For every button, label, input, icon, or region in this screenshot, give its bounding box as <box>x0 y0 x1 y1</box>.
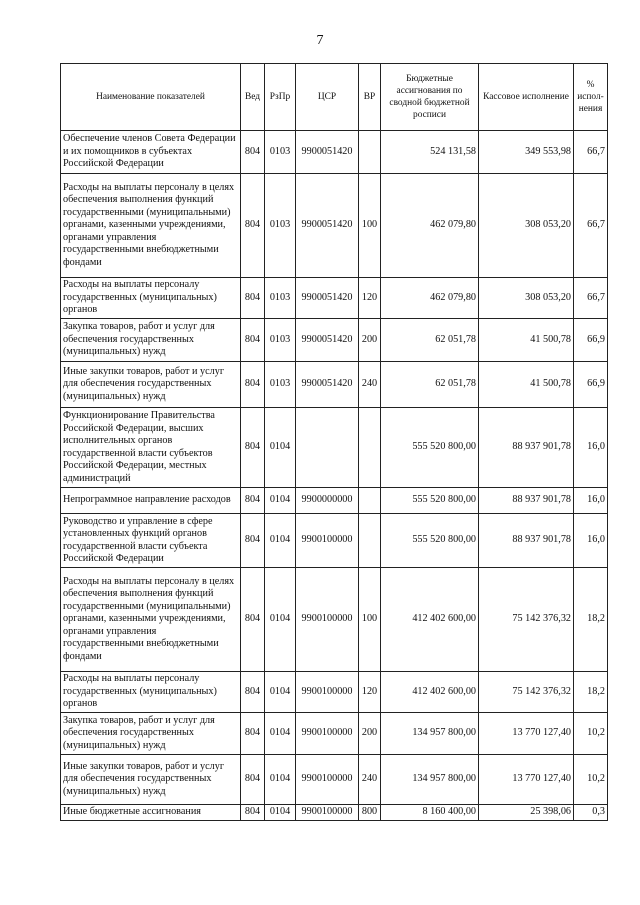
cell-budget: 134 957 800,00 <box>381 755 479 805</box>
cell-rzpr: 0103 <box>265 174 296 278</box>
cell-rzpr: 0104 <box>265 755 296 805</box>
cell-vr: 120 <box>359 672 381 713</box>
cell-vr: 240 <box>359 755 381 805</box>
cell-budget: 462 079,80 <box>381 174 479 278</box>
cell-budget: 555 520 800,00 <box>381 408 479 488</box>
cell-vr <box>359 408 381 488</box>
cell-csr: 9900051420 <box>296 174 359 278</box>
cell-vr: 240 <box>359 362 381 408</box>
cell-vr: 200 <box>359 713 381 755</box>
cell-cash: 25 398,06 <box>479 805 574 821</box>
cell-vr: 100 <box>359 174 381 278</box>
cell-budget: 555 520 800,00 <box>381 514 479 568</box>
cell-name: Обеспечение членов Совета Федерации и их помощников в субъектах Российской Федерации <box>61 131 241 174</box>
header-budget: Бюджетные ассигнования по сводной бюджетной росписи <box>381 64 479 131</box>
cell-rzpr: 0103 <box>265 131 296 174</box>
cell-rzpr: 0104 <box>265 488 296 514</box>
cell-cash: 13 770 127,40 <box>479 755 574 805</box>
cell-vr: 100 <box>359 568 381 672</box>
cell-vr <box>359 131 381 174</box>
table-row <box>61 362 608 408</box>
header-pct: % испол-нения <box>574 64 608 131</box>
table-row <box>61 408 608 488</box>
cell-cash: 308 053,20 <box>479 278 574 319</box>
table-row <box>61 755 608 805</box>
cell-budget: 412 402 600,00 <box>381 568 479 672</box>
cell-rzpr: 0104 <box>265 672 296 713</box>
table-row <box>61 319 608 362</box>
cell-csr <box>296 408 359 488</box>
cell-budget: 134 957 800,00 <box>381 713 479 755</box>
cell-name: Руководство и управление в сфере установленных функций органов государственной власти субъекта Российской Федерации <box>61 514 241 568</box>
cell-csr: 9900100000 <box>296 568 359 672</box>
cell-budget: 524 131,58 <box>381 131 479 174</box>
cell-ved: 804 <box>241 488 265 514</box>
cell-vr: 800 <box>359 805 381 821</box>
cell-cash: 349 553,98 <box>479 131 574 174</box>
cell-csr: 9900100000 <box>296 755 359 805</box>
cell-ved: 804 <box>241 514 265 568</box>
header-vr: ВР <box>359 64 381 131</box>
cell-rzpr: 0103 <box>265 319 296 362</box>
cell-cash: 88 937 901,78 <box>479 514 574 568</box>
cell-csr: 9900100000 <box>296 514 359 568</box>
cell-cash: 41 500,78 <box>479 319 574 362</box>
table-row <box>61 488 608 514</box>
cell-csr: 9900100000 <box>296 805 359 821</box>
cell-vr <box>359 514 381 568</box>
cell-name: Иные бюджетные ассигнования <box>61 805 241 821</box>
cell-ved: 804 <box>241 672 265 713</box>
header-row <box>61 64 608 131</box>
cell-cash: 88 937 901,78 <box>479 488 574 514</box>
cell-cash: 75 142 376,32 <box>479 568 574 672</box>
header-rzpr: РзПр <box>265 64 296 131</box>
cell-ved: 804 <box>241 408 265 488</box>
cell-name: Непрограммное направление расходов <box>61 488 241 514</box>
cell-budget: 555 520 800,00 <box>381 488 479 514</box>
cell-pct: 18,2 <box>574 568 608 672</box>
cell-name: Функционирование Правительства Российской Федерации, высших исполнительных органов государственной власти субъектов Российской Федерации, местных администраций <box>61 408 241 488</box>
cell-budget: 62 051,78 <box>381 362 479 408</box>
cell-rzpr: 0103 <box>265 362 296 408</box>
cell-cash: 13 770 127,40 <box>479 713 574 755</box>
cell-ved: 804 <box>241 362 265 408</box>
cell-rzpr: 0104 <box>265 568 296 672</box>
cell-pct: 16,0 <box>574 408 608 488</box>
table-row <box>61 805 608 821</box>
cell-rzpr: 0104 <box>265 713 296 755</box>
cell-budget: 412 402 600,00 <box>381 672 479 713</box>
cell-ved: 804 <box>241 174 265 278</box>
cell-name: Закупка товаров, работ и услуг для обеспечения государственных (муниципальных) нужд <box>61 713 241 755</box>
cell-cash: 308 053,20 <box>479 174 574 278</box>
table-row <box>61 568 608 672</box>
cell-rzpr: 0104 <box>265 408 296 488</box>
cell-rzpr: 0104 <box>265 805 296 821</box>
cell-name: Расходы на выплаты персоналу в целях обеспечения выполнения функций государственными (муниципальными) органами, казенными учреждениями, органами управления государственными внебюджетными фондами <box>61 568 241 672</box>
table-row <box>61 174 608 278</box>
cell-pct: 66,7 <box>574 174 608 278</box>
cell-csr: 9900000000 <box>296 488 359 514</box>
header-ved: Вед <box>241 64 265 131</box>
cell-budget: 62 051,78 <box>381 319 479 362</box>
cell-name: Закупка товаров, работ и услуг для обеспечения государственных (муниципальных) нужд <box>61 319 241 362</box>
cell-name: Расходы на выплаты персоналу государственных (муниципальных) органов <box>61 278 241 319</box>
cell-csr: 9900051420 <box>296 362 359 408</box>
cell-ved: 804 <box>241 278 265 319</box>
table-row <box>61 514 608 568</box>
cell-budget: 462 079,80 <box>381 278 479 319</box>
table-row <box>61 278 608 319</box>
cell-pct: 10,2 <box>574 713 608 755</box>
cell-budget: 8 160 400,00 <box>381 805 479 821</box>
cell-vr: 200 <box>359 319 381 362</box>
cell-csr: 9900100000 <box>296 713 359 755</box>
cell-rzpr: 0103 <box>265 278 296 319</box>
cell-cash: 41 500,78 <box>479 362 574 408</box>
cell-ved: 804 <box>241 805 265 821</box>
cell-pct: 66,9 <box>574 362 608 408</box>
cell-ved: 804 <box>241 755 265 805</box>
cell-pct: 66,7 <box>574 278 608 319</box>
cell-pct: 18,2 <box>574 672 608 713</box>
cell-vr <box>359 488 381 514</box>
table-row <box>61 713 608 755</box>
cell-cash: 75 142 376,32 <box>479 672 574 713</box>
cell-pct: 10,2 <box>574 755 608 805</box>
cell-name: Расходы на выплаты персоналу в целях обеспечения выполнения функций государственными (муниципальными) органами, казенными учреждениями, органами управления государственными внебюджетными фондами <box>61 174 241 278</box>
cell-pct: 66,7 <box>574 131 608 174</box>
cell-pct: 16,0 <box>574 514 608 568</box>
cell-name: Иные закупки товаров, работ и услуг для обеспечения государственных (муниципальных) нужд <box>61 755 241 805</box>
cell-ved: 804 <box>241 131 265 174</box>
cell-csr: 9900051420 <box>296 131 359 174</box>
cell-rzpr: 0104 <box>265 514 296 568</box>
cell-pct: 16,0 <box>574 488 608 514</box>
cell-ved: 804 <box>241 568 265 672</box>
cell-pct: 0,3 <box>574 805 608 821</box>
cell-name: Расходы на выплаты персоналу государственных (муниципальных) органов <box>61 672 241 713</box>
header-name: Наименование показателей <box>61 64 241 131</box>
header-cash: Кассовое исполнение <box>479 64 574 131</box>
page-number: 7 <box>316 33 324 48</box>
cell-csr: 9900100000 <box>296 672 359 713</box>
cell-ved: 804 <box>241 319 265 362</box>
budget-execution-table <box>60 63 608 821</box>
table-row <box>61 672 608 713</box>
cell-csr: 9900051420 <box>296 319 359 362</box>
cell-vr: 120 <box>359 278 381 319</box>
table-row <box>61 131 608 174</box>
cell-csr: 9900051420 <box>296 278 359 319</box>
cell-cash: 88 937 901,78 <box>479 408 574 488</box>
header-csr: ЦСР <box>296 64 359 131</box>
cell-ved: 804 <box>241 713 265 755</box>
cell-pct: 66,9 <box>574 319 608 362</box>
cell-name: Иные закупки товаров, работ и услуг для обеспечения государственных (муниципальных) нужд <box>61 362 241 408</box>
